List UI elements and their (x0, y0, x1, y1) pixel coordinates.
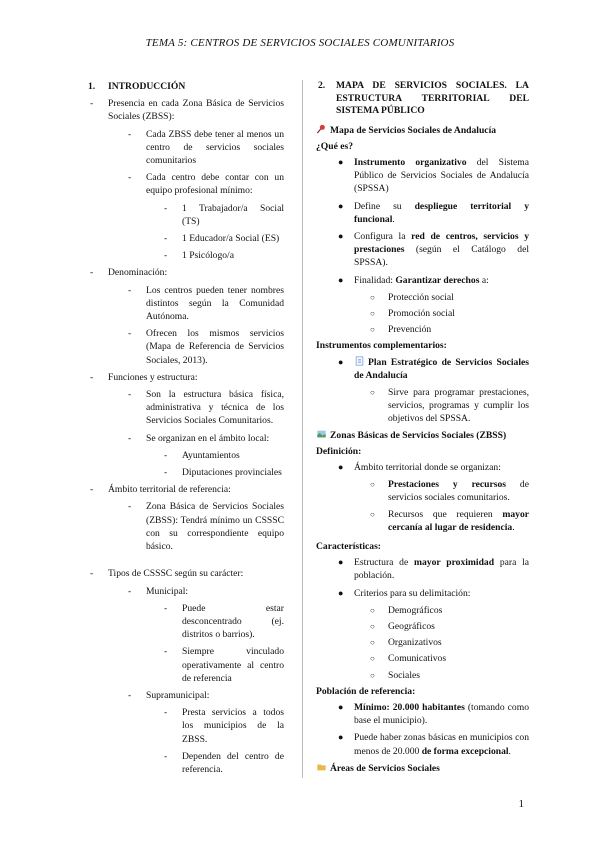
list-item: ○ Geográficos (370, 621, 435, 632)
list-item: - Denominación: (90, 267, 168, 279)
pushpin-icon (316, 124, 327, 134)
list-item: - Ámbito territorial de referencia: (90, 484, 231, 496)
list-item: ○ Sociales (370, 669, 420, 681)
list-item: - Puede estar desconcentrado (ej. distritos o barrios). (164, 602, 284, 641)
caracteristicas-label: Características: (316, 540, 381, 552)
list-item: ● Ámbito territorial donde se organizan: (338, 461, 501, 473)
list-item: ○ Organizativos (370, 637, 442, 649)
list-item: ● Puede haber zonas básicas en municipios con menos de 20.000 de forma excepcional. (338, 732, 529, 757)
list-item: - Siempre vinculado operativamente al centro de referencia (164, 646, 284, 684)
list-item: - 1 Psicólogo/a (164, 250, 234, 262)
list-item: - Cada ZBSS debe tener al menos un centro de servicios sociales comunitarios (128, 128, 284, 167)
poblacion-label: Población de referencia: (316, 685, 416, 697)
folder-icon (316, 762, 327, 772)
list-item: - Los centros pueden tener nombres distintos según la Comunidad Autónoma. (128, 284, 284, 323)
list-item: ○ Sirve para programar prestaciones, servicios, programas y cumplir los objetivos del SPSSA. (370, 386, 529, 425)
page-header: TEMA 5: CENTROS DE SERVICIOS SOCIALES COMUNITARIOS (145, 37, 455, 49)
list-item: ● Plan Estratégico de Servicios Sociales de Andalucía (338, 356, 529, 381)
mapa-heading: Mapa de Servicios Sociales de Andalucía (316, 124, 529, 137)
list-item: - 1 Trabajador/a Social (TS) (164, 202, 284, 227)
list-item: ● Mínimo: 20.000 habitantes (tomando como base el municipio). (338, 702, 529, 727)
list-item: ● Estructura de mayor proximidad para la población. (338, 557, 530, 582)
section-2-heading: 2. MAPA DE SERVICIOS SOCIALES. LA ESTRUCTURA TERRITORIAL DEL SISTEMA PÚBLICO (318, 80, 529, 116)
list-item: - 1 Educador/a Social (ES) (164, 233, 280, 245)
list-item: - Zona Básica de Servicios Sociales (ZBSS): Tendrá mínimo un CSSSC con su correspondiente equipo básico. (128, 501, 284, 553)
section-1-heading: 1. INTRODUCCIÓN (88, 81, 186, 92)
left-column (88, 80, 284, 780)
list-item: - Dependen del centro de referencia. (164, 750, 284, 775)
page-number: 1 (518, 798, 524, 810)
list-item: ● Define su despliegue territorial y funcional. (338, 200, 529, 225)
list-item: - Tipos de CSSSC según su carácter: (90, 568, 244, 580)
list-item: - Cada centro debe contar con un equipo profesional mínimo: (128, 172, 284, 197)
document-icon (354, 356, 365, 366)
list-item: - Presencia en cada Zona Básica de Servicios Sociales (ZBSS): (90, 98, 284, 123)
list-item: ○ Demográficos (370, 604, 443, 616)
zonas-heading: Zonas Básicas de Servicios Sociales (ZBSS) (316, 429, 529, 442)
list-item: ○ Prevención (370, 324, 432, 336)
list-item: ○ Promoción social (370, 307, 455, 319)
list-item: - Se organizan en el ámbito local: (128, 432, 270, 444)
list-item: ● Finalidad: Garantizar derechos a: (338, 274, 489, 286)
list-item: ○ Protección social (370, 291, 454, 303)
list-item: ● Instrumento organizativo del Sistema Público de Servicios Sociales de Andalucía (SPSSA) (338, 156, 529, 195)
map-icon (316, 429, 327, 439)
list-item: - Diputaciones provinciales (164, 467, 282, 479)
list-item: ○ Recursos que requieren mayor cercanía al lugar de residencia. (370, 508, 529, 533)
list-item: ● Configura la red de centros, servicios y prestaciones (según el Catálogo del SPSSA). (338, 230, 530, 269)
list-item: - Funciones y estructura: (90, 371, 198, 383)
list-item: - Presta servicios a todos los municipios de la ZBSS. (164, 707, 284, 745)
instrumentos-label: Instrumentos complementarios: (316, 340, 447, 352)
list-item: ● Criterios para su delimitación: (338, 587, 471, 599)
list-item: ○ Prestaciones y recursos de servicios sociales comunitarios. (370, 479, 529, 504)
right-column (316, 80, 529, 778)
list-item: ○ Comunicativos (370, 653, 447, 665)
areas-heading: Áreas de Servicios Sociales (316, 762, 529, 775)
list-item: - Municipal: (128, 585, 189, 597)
list-item: - Ayuntamientos (164, 449, 240, 461)
column-divider (302, 80, 303, 778)
list-item: - Supramunicipal: (128, 689, 210, 701)
list-item: - Son la estructura básica física, administrativa y técnica de los Servicios Sociales Comunitarios. (128, 389, 284, 427)
que-es-label: ¿Qué es? (316, 140, 354, 152)
definicion-label: Definición: (316, 445, 362, 457)
list-item: - Ofrecen los mismos servicios (Mapa de Referencia de Servicios Sociales, 2013). (128, 328, 284, 366)
